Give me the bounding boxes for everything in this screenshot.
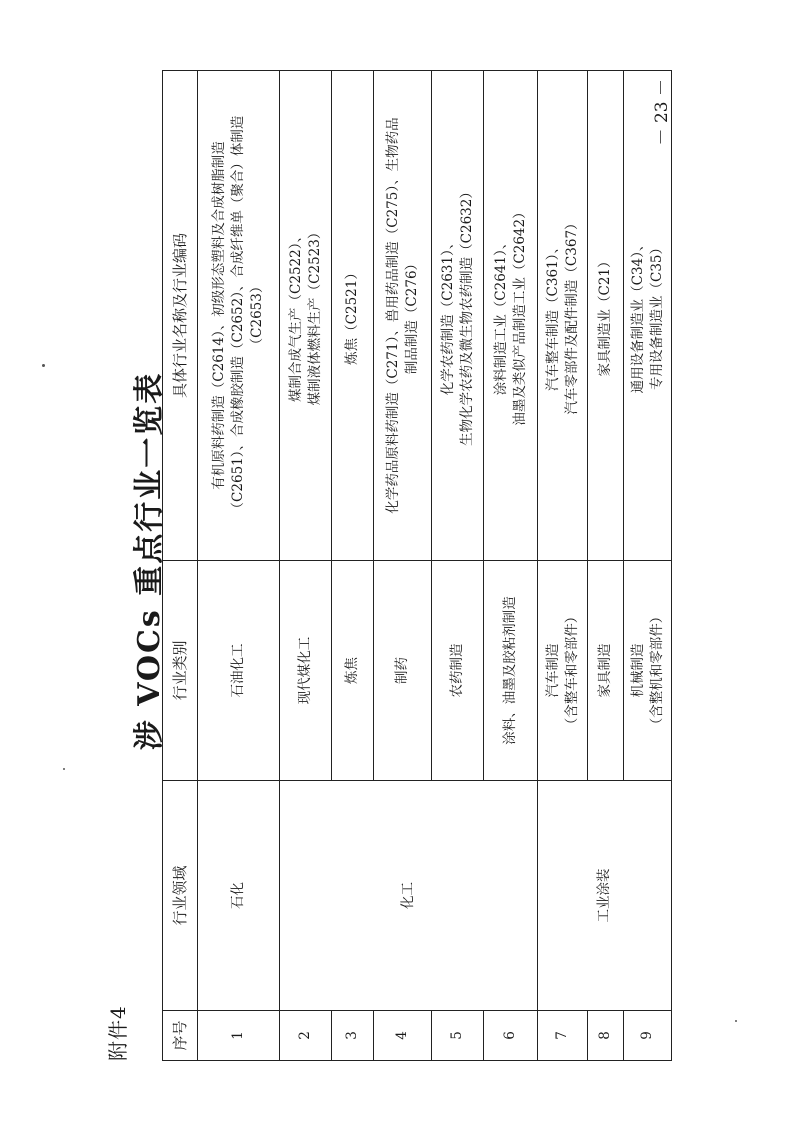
header-no: 序号 (163, 1011, 198, 1061)
category-cell: 制药 (374, 561, 432, 781)
codes-cell: 汽车整车制造（C361）、 汽车零部件及配件制造（C367） (538, 71, 588, 561)
row-number: 5 (432, 1011, 484, 1061)
row-number: 6 (484, 1011, 538, 1061)
domain-cell: 石化 (198, 781, 280, 1011)
codes-cell: 涂料制造工业（C2641）、 油墨及类似产品制造工业（C2642） (484, 71, 538, 561)
row-number: 1 (198, 1011, 280, 1061)
codes-cell: 通用设备制造业（C34）、 专用设备制造业（C35） (624, 71, 672, 561)
table-row (198, 71, 280, 1061)
codes-cell: 有机原料药制造（C2614）、初级形态塑料及合成树脂制造 （C2651）、合成橡胶制造（C2652）、合成纤维单（聚合）体制造 （C2653） (198, 71, 280, 561)
header-category: 行业类别 (163, 561, 198, 781)
page-number: － 23 － (652, 79, 672, 146)
table-header-row (163, 71, 198, 1061)
codes-cell: 煤制合成气生产（C2522）、 煤制液体燃料生产（C2523） (280, 71, 332, 561)
page-title: 涉 VOCs 重点行业一览表 (132, 371, 167, 751)
row-number: 8 (588, 1011, 624, 1061)
domain-cell: 化工 (280, 781, 538, 1011)
header-codes: 具体行业名称及行业编码 (163, 71, 198, 561)
category-cell: 农药制造 (432, 561, 484, 781)
codes-cell: 化学药品原料药制造（C271）、兽用药品制造（C275）、生物药品 制品制造（C276） (374, 71, 432, 561)
codes-cell: 化学农药制造（C2631）、 生物化学农药及微生物农药制造（C2632） (432, 71, 484, 561)
category-cell: 机械制造 （含整机和零部件） (624, 561, 672, 781)
row-number: 7 (538, 1011, 588, 1061)
category-cell: 石油化工 (198, 561, 280, 781)
table-row (538, 71, 588, 1061)
row-number: 2 (280, 1011, 332, 1061)
category-cell: 现代煤化工 (280, 561, 332, 781)
table-row (280, 71, 332, 1061)
codes-cell: 炼焦（C2521） (332, 71, 374, 561)
category-cell: 汽车制造 （含整车和零部件） (538, 561, 588, 781)
row-number: 4 (374, 1011, 432, 1061)
industry-table (162, 70, 672, 1061)
row-number: 3 (332, 1011, 374, 1061)
codes-cell: 家具制造业（C21） (588, 71, 624, 561)
header-domain: 行业领域 (163, 781, 198, 1011)
category-cell: 涂料、油墨及胶粘剂制造 (484, 561, 538, 781)
annex-label: 附件4 (106, 1005, 130, 1061)
domain-cell: 工业涂装 (538, 781, 672, 1011)
category-cell: 家具制造 (588, 561, 624, 781)
document-sheet (102, 61, 692, 1061)
category-cell: 炼焦 (332, 561, 374, 781)
row-number: 9 (624, 1011, 672, 1061)
